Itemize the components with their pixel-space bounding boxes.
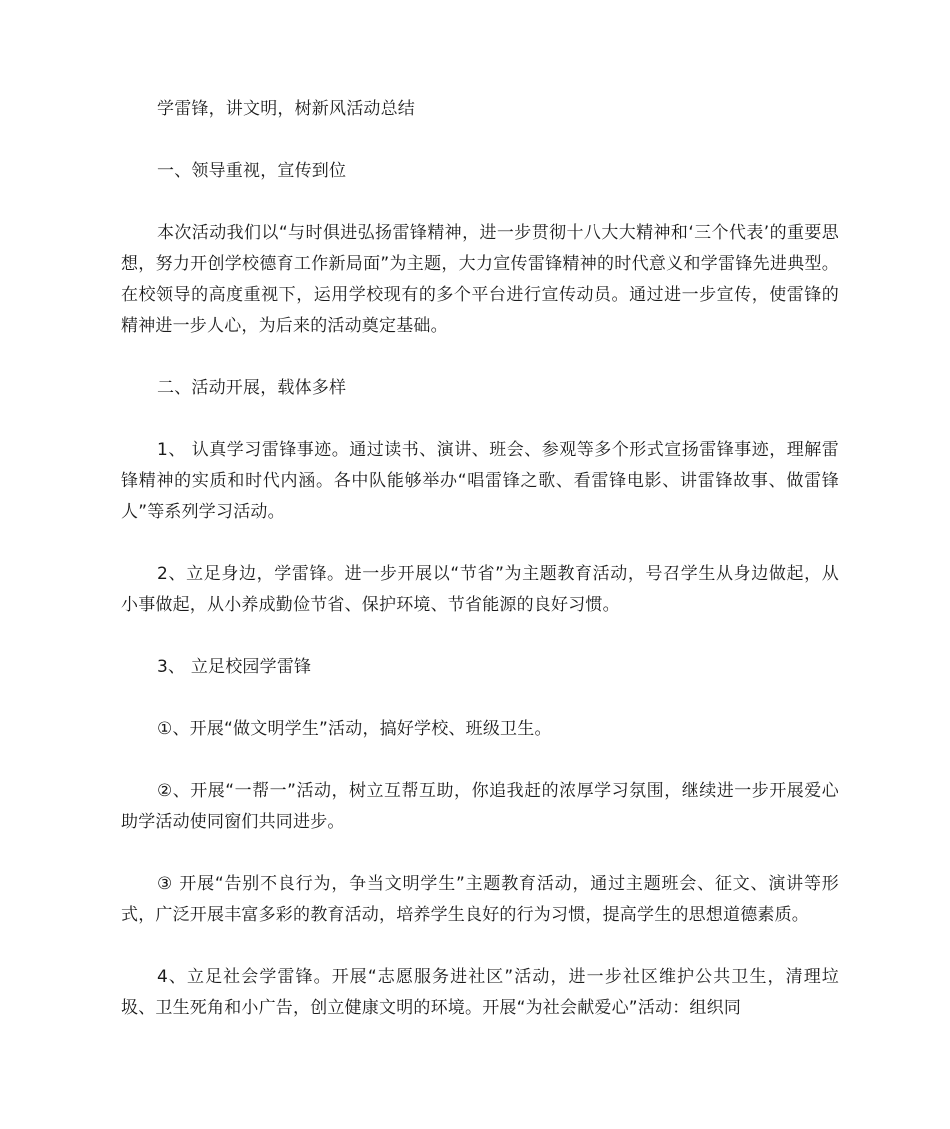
sub-item-1: ①、开展“做文明学生”活动，搞好学校、班级卫生。 <box>157 719 552 739</box>
section-heading-1: 一、领导重视，宣传到位 <box>157 161 347 181</box>
document-body <box>121 94 839 1055</box>
list-item-2: 2、立足身边，学雷锋。进一步开展以“节省”为主题教育活动，号召学生从身边做起，从小事做起，从小养成勤俭节省、保护环境、节省能源的良好习惯。 <box>121 564 839 615</box>
sub-item-3: ③ 开展“告别不良行为，争当文明学生”主题教育活动，通过主题班会、征文、演讲等形式，广泛开展丰富多彩的教育活动，培养学生良好的行为习惯，提高学生的思想道德素质。 <box>121 874 839 925</box>
list-item-3: 3、 立足校园学雷锋 <box>157 657 312 677</box>
document-title: 学雷锋，讲文明，树新风活动总结 <box>157 99 415 119</box>
sub-item-2: ②、开展“一帮一”活动，树立互帮互助，你追我赶的浓厚学习氛围，继续进一步开展爱心助学活动使同窗们共同进步。 <box>121 781 839 832</box>
section-paragraph-1: 本次活动我们以“与时俱进弘扬雷锋精神，进一步贯彻十八大大精神和‘三个代表’的重要思想，努力开创学校德育工作新局面”为主题，大力宣传雷锋精神的时代意义和学雷锋先进典型。在校领导的高度重视下，运用学校现有的多个平台进行宣传动员。通过进一步宣传，使雷锋的精神进一步人心，为后来的活动奠定基础。 <box>121 223 839 336</box>
list-item-1: 1、 认真学习雷锋事迹。通过读书、演讲、班会、参观等多个形式宣扬雷锋事迹，理解雷锋精神的实质和时代内涵。各中队能够举办“唱雷锋之歌、看雷锋电影、讲雷锋故事、做雷锋人”等系列学习活动。 <box>121 440 839 522</box>
list-item-4: 4、立足社会学雷锋。开展“志愿服务进社区”活动，进一步社区维护公共卫生，清理垃圾、卫生死角和小广告，创立健康文明的环境。开展“为社会献爱心”活动：组织同 <box>121 967 839 1018</box>
section-heading-2: 二、活动开展，载体多样 <box>157 378 347 398</box>
